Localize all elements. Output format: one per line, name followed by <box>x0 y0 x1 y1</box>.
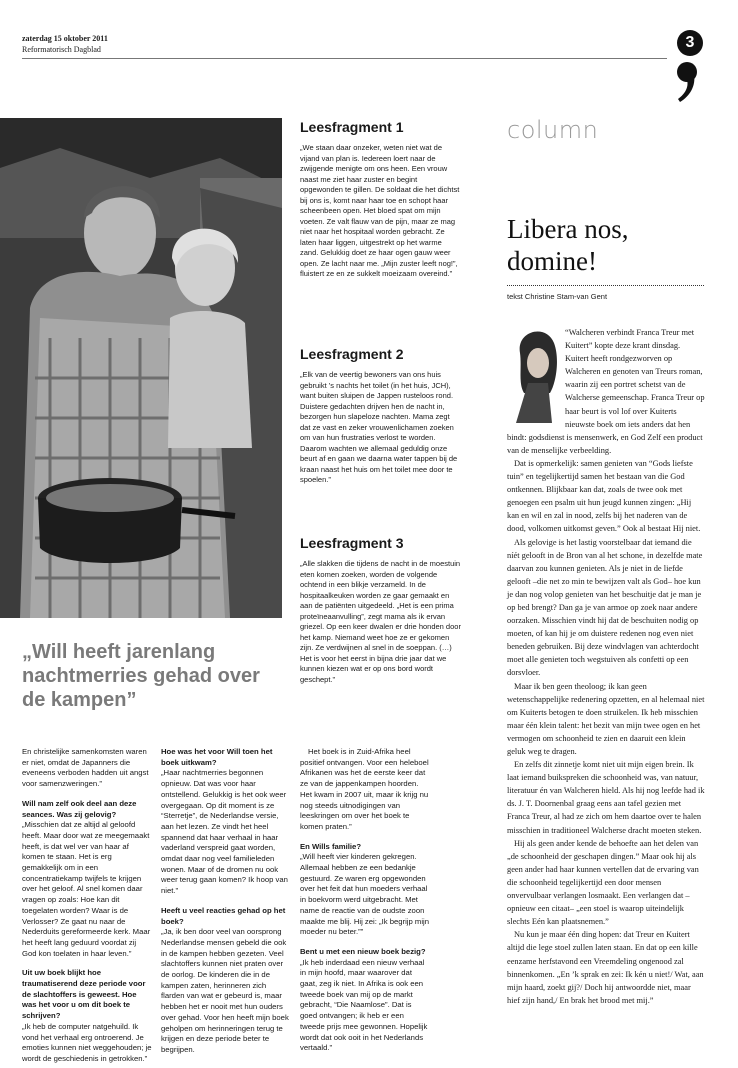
interview-answer: En christelijke samenkomsten waren er niet, omdat de Japanners die eveneens verboden hadden uit angst voor samenzweringen.” <box>22 747 149 789</box>
fragment-title: Leesfragment 3 <box>300 535 404 551</box>
interview-question: Heeft u veel reacties gehad op het boek? <box>161 905 286 926</box>
interview-column-1 <box>22 747 152 1065</box>
reading-fragment-3 <box>300 535 462 685</box>
dotted-rule <box>507 285 704 286</box>
interview-answer: Het boek is in Zuid-Afrika heel positief ontvangen. Voor een heleboel Afrikanen was het de eerste keer dat ze van de jappenkampen hoorden. Het kwam in 2007 uit, maar ik krijg nu nog steeds uitnodigingen van leeskringen om over het boek te komen praten.” <box>300 747 429 831</box>
reading-fragment-2 <box>300 346 462 486</box>
interview-question: Hoe was het voor Will toen het boek uitkwam? <box>161 747 273 767</box>
interview-answer: „Haar nachtmerries begonnen opnieuw. Dat was voor haar ontstellend. Gelukkig is het ook weer overgegaan. Op dit moment is ze “Sterretje”, de Nederlandse versie, aan het lezen. Ze vindt het heel spannend dat haar verhaal in haar vaderland verspreid gaat worden, omdat daar nog veel familieleden wonen. Maar of de dromen nu ook weer terug gaan komen? Ik hoop van niet.” <box>161 768 288 896</box>
column-paragraph: Dat is opmerkelijk: samen genieten van “Gods liefste tuin” en tegelijkertijd samen het bestaan van die God ontkennen. Blijkbaar kan dat, zoals de twee ook met genoegen een psalm uit hun jeugd kunnen zingen: „Hij kan en wil en zal in nood, zelfs bij het naderen van de dood, volkomen uitkomst geven.” Ook al bestaat Hij niet. <box>507 458 701 534</box>
interview-question: Bent u met een nieuw boek bezig? <box>300 946 426 956</box>
pull-quote: „Will heeft jarenlang nachtmerries gehad over de kampen” <box>22 641 260 711</box>
interview-answer: „Will heeft vier kinderen gekregen. Allemaal hebben ze een bedankje gestuurd. Ze waren erg opgewonden over het feit dat hun moeders verhaal in boekvorm werd uitgebracht. Met name de reactie van de oudste zoon maakte me blij. Hij zei: „Ik begrijp mijn moeder nu beter.”” <box>300 852 430 937</box>
header-rule <box>22 58 667 59</box>
column-paragraph: “Walcheren verbindt Franca Treur met Kuitert” kopte deze krant dinsdag. Kuitert heeft rondgezworven op Walcheren en genoten van Treurs roman, waarin zij een portret schetst van de Walcherse gemeenschap. Franca Treur op haar beurt is vol lof over Kuiterts nieuwste boek om iets anders dat hen bindt: godsdienst is mensenwerk, en God Zelf een product van de menselijke verbeelding. <box>507 328 705 455</box>
fragment-text: „We staan daar onzeker, weten niet wat de vijand van plan is. Iedereen loert naar de zwijgende menigte om ons heen. Een vrouw naast me ziet haar zuster en begint opgewonden te gillen. De soldaat die het dichtst bij ons is, komt naar haar toe en schopt haar scheenbeen open. Het bloed spat om mijn voeten. Ze valt flauw van de pijn, maar ze mag niet naar het hospitaal worden gebracht. Ze laten haar liggen, uitgestrekt op het warme zand. Gelukkig doet ze haar ogen gauw weer open. Ze lacht naar me. „Mijn zuster leeft nog!”, fluistert ze en ze sukkelt moeizaam overeind.” <box>300 143 460 278</box>
newspaper-name: Reformatorisch Dagblad <box>22 45 101 54</box>
column-paragraph: Als gelovige is het lastig voorstelbaar dat iemand die níét gelooft in de Bron van al het schone, in dezelfde mate daarvan zou kunnen genieten. Als je niet in de liefde gelooft –die net zo min te bewijzen valt als God– hoe kun je dan nog volop genieten van het beschuitje dat je man je op bed brengt? Dan ga je van armoe op zoek naar andere oorzaken. Misschien vindt hij dat de beschuiten nodig op moeten, of kan hij je om duistere redenen nog even niet beneden gebruiken. Bij deze windvlagen van achterdocht moet alle genieten toch wegstuiven als confetti op een dorsvloer. <box>507 537 703 678</box>
interview-question: En Wills familie? <box>300 841 362 851</box>
column-byline: tekst Christine Stam-van Gent <box>507 292 608 301</box>
comma-logo-icon <box>672 60 702 104</box>
fragment-title: Leesfragment 2 <box>300 346 404 362</box>
interview-answer: „Ik heb inderdaad een nieuw verhaal in mijn hoofd, maar waarover dat gaat, zeg ik niet. In Afrika is ook een tweede boek van mij op de markt gebracht, “Die Naamlose”. Dat is goed ontvangen; ik heb er een tweede prijs mee gewonnen. Hopelijk wordt dat ook ooit in het Nederlands vertaald.” <box>300 957 428 1053</box>
interview-column-3 <box>300 747 430 1054</box>
column-paragraph: Nu kun je maar één ding hopen: dat Treur en Kuitert altijd die lege stoel zullen laten staan. En dat op een kille eenzame herfstavond een Vreemdeling ongenood zal binnenkomen. „En ’k sprak en zei: Ik kén u niet!/ Wat, aan mijn haard, zoekt gij?/ Doch hij antwoordde niet, maar hief zijn hand,/ En brak het brood met mij.” <box>507 930 704 1005</box>
interview-answer: „Misschien dat ze altijd al geloofd heeft. Maar door wat ze meegemaakt heeft, is dat wel ver van haar af komen te staan. Het is erg gemakkelijk om in een concentratiekamp twijfels te krijgen over het geloof. Al snel komen daar vragen op zoals: Hoe kan dit toegelaten worden? Waar is de Verlosser? Ze gaat nu naar de Nederduits gereformeerde kerk. Maar het heeft lang geduurd voordat zij God kon toelaten in haar leven.” <box>22 820 151 958</box>
column-label: column <box>507 116 599 144</box>
column-paragraph: Hij als geen ander kende de behoefte aan het delen van „de schoonheid der geschapen dingen.” Maar ook hij als geen ander had haar kunnen vertellen dat de ervaring van die schoonheid tegelijkertijd een door mensen onvervulbaar verlangen losmaakt. Een verlangen dat –opnieuw een citaat– „een stoel is waarop uiteindelijk slechts Eén kan plaatsnemen.” <box>507 838 699 927</box>
column-paragraph: En zelfs dit zinnetje komt niet uit mijn eigen brein. Ik laat iemand buikspreken die schoonheid was, van natuur, literatuur én van Walcheren hield. Als hij nog leefde had ik ds. J. T. Doornenbal graag eens aan tafel gezien met Franca Treur, al had ze zich om hem daartoe over te halen misschien in traditioneel Walcherse dracht moeten steken. <box>507 760 705 835</box>
interview-answer: „Ja, ik ben door veel van oorsprong Nederlandse mensen gebeld die ook in de kampen hebben gezeten. Veel slachtoffers kunnen niet praten over de oorlog. De kinderen die in de kampen zaten, herinneren zich flarden van wat er gebeurd is, maar hebben het er nooit met hun ouders over gehad. Voor hen heeft mijn boek geholpen om herinneringen terug te krijgen en deze periode beter te begrijpen. <box>161 927 289 1054</box>
portrait-space <box>507 326 565 426</box>
fragment-text: „Alle slakken die tijdens de nacht in de moestuin eten komen zoeken, worden de volgende ochtend in een blikje verzameld. In de hospitaalkeuken worden ze gaar gemaakt en aan de patiënten uitgedeeld. „Het is een prima proteïneaanvulling”, zegt mama als ik ervan griezel. Op een keer dwalen er drie honden door het kamp. Niemand weet hoe ze er gekomen zijn. Ze verdwijnen al snel in de soeppan. (…) Het is voor het eerst in bijna drie jaar dat we kunnen kiezen wat er op ons bord wordt geschept.” <box>300 559 461 684</box>
page-number-badge: 3 <box>677 30 703 56</box>
interview-question: Uit uw boek blijkt hoe traumatiserend deze periode voor de slachtoffers is geweest. Hoe was het voor u om dit boek te schrijven? <box>22 968 146 1021</box>
column-paragraph: Maar ik ben geen theoloog; ik kan geen wetenschappelijke redenering opzetten, en al helemaal niet om Kuiterts betogen te doen struikelen. Ik heb misschien maar één klein talent: het bezit van mijn twee ogen en het vermogen om schoonheid te zien en daaruit een klein geluk weg te dragen. <box>507 681 705 756</box>
historic-photo <box>0 118 282 618</box>
interview-answer: „Ik heb de computer natgehuild. Ik vond het verhaal erg ontroerend. Je emoties kunnen niet weggehouden; je wordt de geschiedenis in getrokken.” <box>22 1021 152 1063</box>
fragment-text: „Elk van de veertig bewoners van ons huis gebruikt ’s nachts het toilet (in het huis, JCH), want buiten sluipen de Jappen rusteloos rond. Duistere gedachten drijven hen de nacht in, bezorgen hun slapeloze nachten. Mama zegt dat ze vast en zeker vrouwenlichamen zoeken om van hun frustraties verlost te worden. Daarom wachten we allemaal geduldig onze beurt af en gaan we daarna water tappen bij de kraan naast het huis om het toilet mee door te spoelen.” <box>300 370 458 484</box>
column-title: Libera nos, domine! <box>507 214 629 276</box>
column-body <box>507 326 705 1007</box>
reading-fragment-1 <box>300 119 462 280</box>
edition-date: zaterdag 15 oktober 2011 <box>22 34 108 43</box>
fragment-title: Leesfragment 1 <box>300 119 404 135</box>
interview-question: Will nam zelf ook deel aan deze seances. Was zij gelovig? <box>22 798 137 819</box>
interview-column-2 <box>161 747 291 1056</box>
